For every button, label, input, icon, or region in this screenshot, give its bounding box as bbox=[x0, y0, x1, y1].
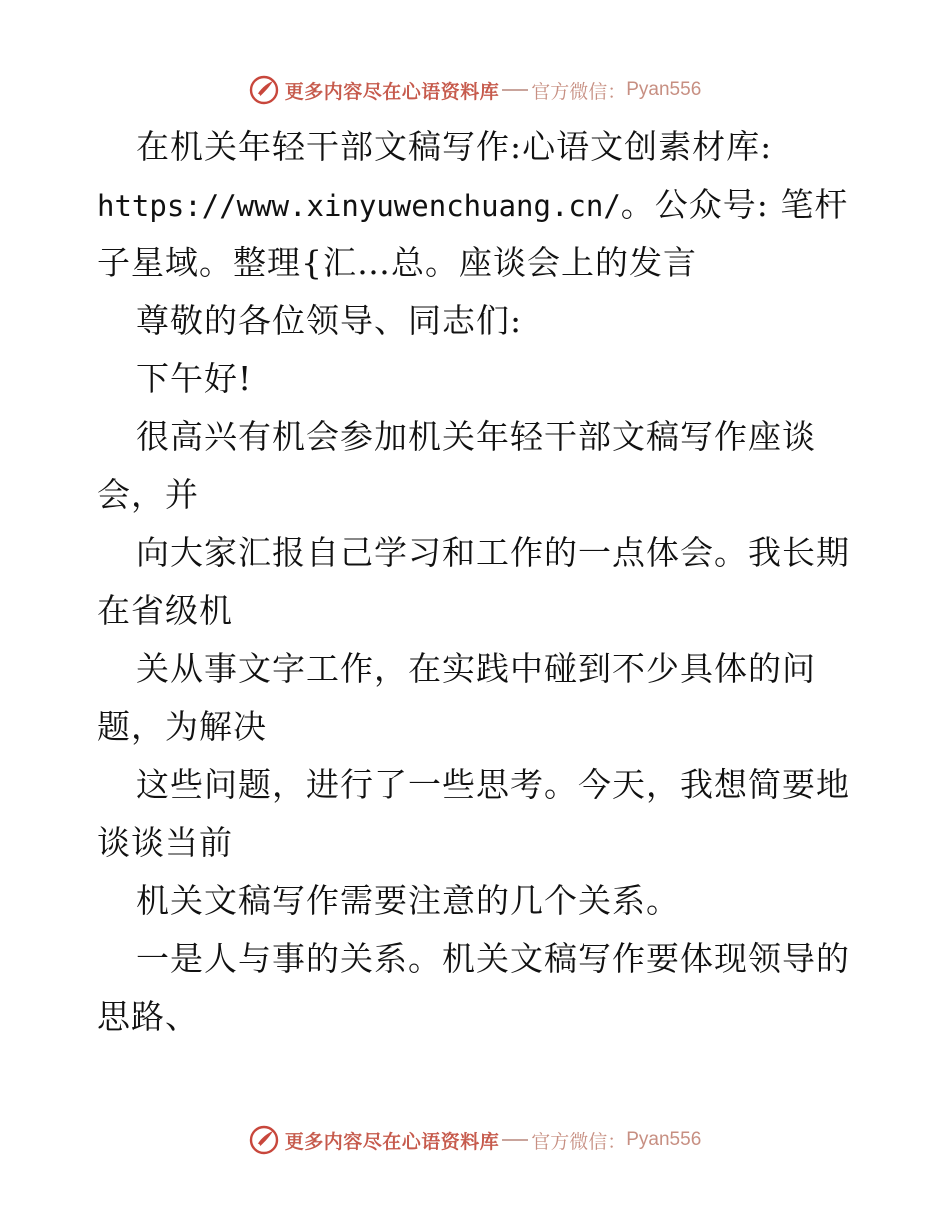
paragraph-line: 这些问题，进行了一些思考。今天，我想简要地 bbox=[136, 765, 850, 804]
document-body bbox=[97, 118, 857, 1046]
paragraph-line: 一是人与事的关系。机关文稿写作要体现领导的 bbox=[136, 939, 850, 978]
banner-wechat-id: Pyan556 bbox=[626, 1129, 702, 1150]
banner-wechat-id: Pyan556 bbox=[626, 79, 702, 100]
greeting-line: 下午好! bbox=[136, 359, 253, 398]
brush-logo-icon bbox=[249, 1125, 279, 1155]
header-banner bbox=[0, 72, 950, 108]
paragraph-line: 会，并 bbox=[97, 475, 199, 514]
banner-text: 更多内容尽在心语资料库 bbox=[284, 1130, 500, 1153]
paragraph-line: 关从事文字工作，在实践中碰到不少具体的问 bbox=[136, 649, 816, 688]
website-url[interactable]: https://www.xinyuwenchuang.cn/ bbox=[97, 189, 621, 223]
banner-wechat-label: 官方微信： bbox=[531, 80, 627, 103]
banner-text: 更多内容尽在心语资料库 bbox=[284, 80, 500, 103]
paragraph-line-url bbox=[97, 176, 857, 234]
banner-divider bbox=[502, 1139, 528, 1141]
paragraph-line: 子星域。整理{汇…总。座谈会上的发言 bbox=[97, 243, 697, 282]
paragraph-line: 在省级机 bbox=[97, 591, 233, 630]
banner-wechat-label: 官方微信： bbox=[531, 1130, 627, 1153]
paragraph-line: 题，为解决 bbox=[97, 707, 267, 746]
footer-banner bbox=[0, 1122, 950, 1158]
paragraph-line: 机关文稿写作需要注意的几个关系。 bbox=[136, 881, 680, 920]
paragraph-line: 在机关年轻干部文稿写作:心语文创素材库: bbox=[136, 127, 773, 166]
paragraph-line-fragment: 。公众号: 笔杆 bbox=[620, 185, 849, 224]
paragraph-line: 很高兴有机会参加机关年轻干部文稿写作座谈 bbox=[136, 417, 816, 456]
salutation-line: 尊敬的各位领导、同志们: bbox=[136, 301, 523, 340]
paragraph-line: 谈谈当前 bbox=[97, 823, 233, 862]
brush-logo-icon bbox=[249, 75, 279, 105]
banner-divider bbox=[502, 89, 528, 91]
paragraph-line: 向大家汇报自己学习和工作的一点体会。我长期 bbox=[136, 533, 850, 572]
paragraph-line: 思路、 bbox=[97, 997, 199, 1036]
